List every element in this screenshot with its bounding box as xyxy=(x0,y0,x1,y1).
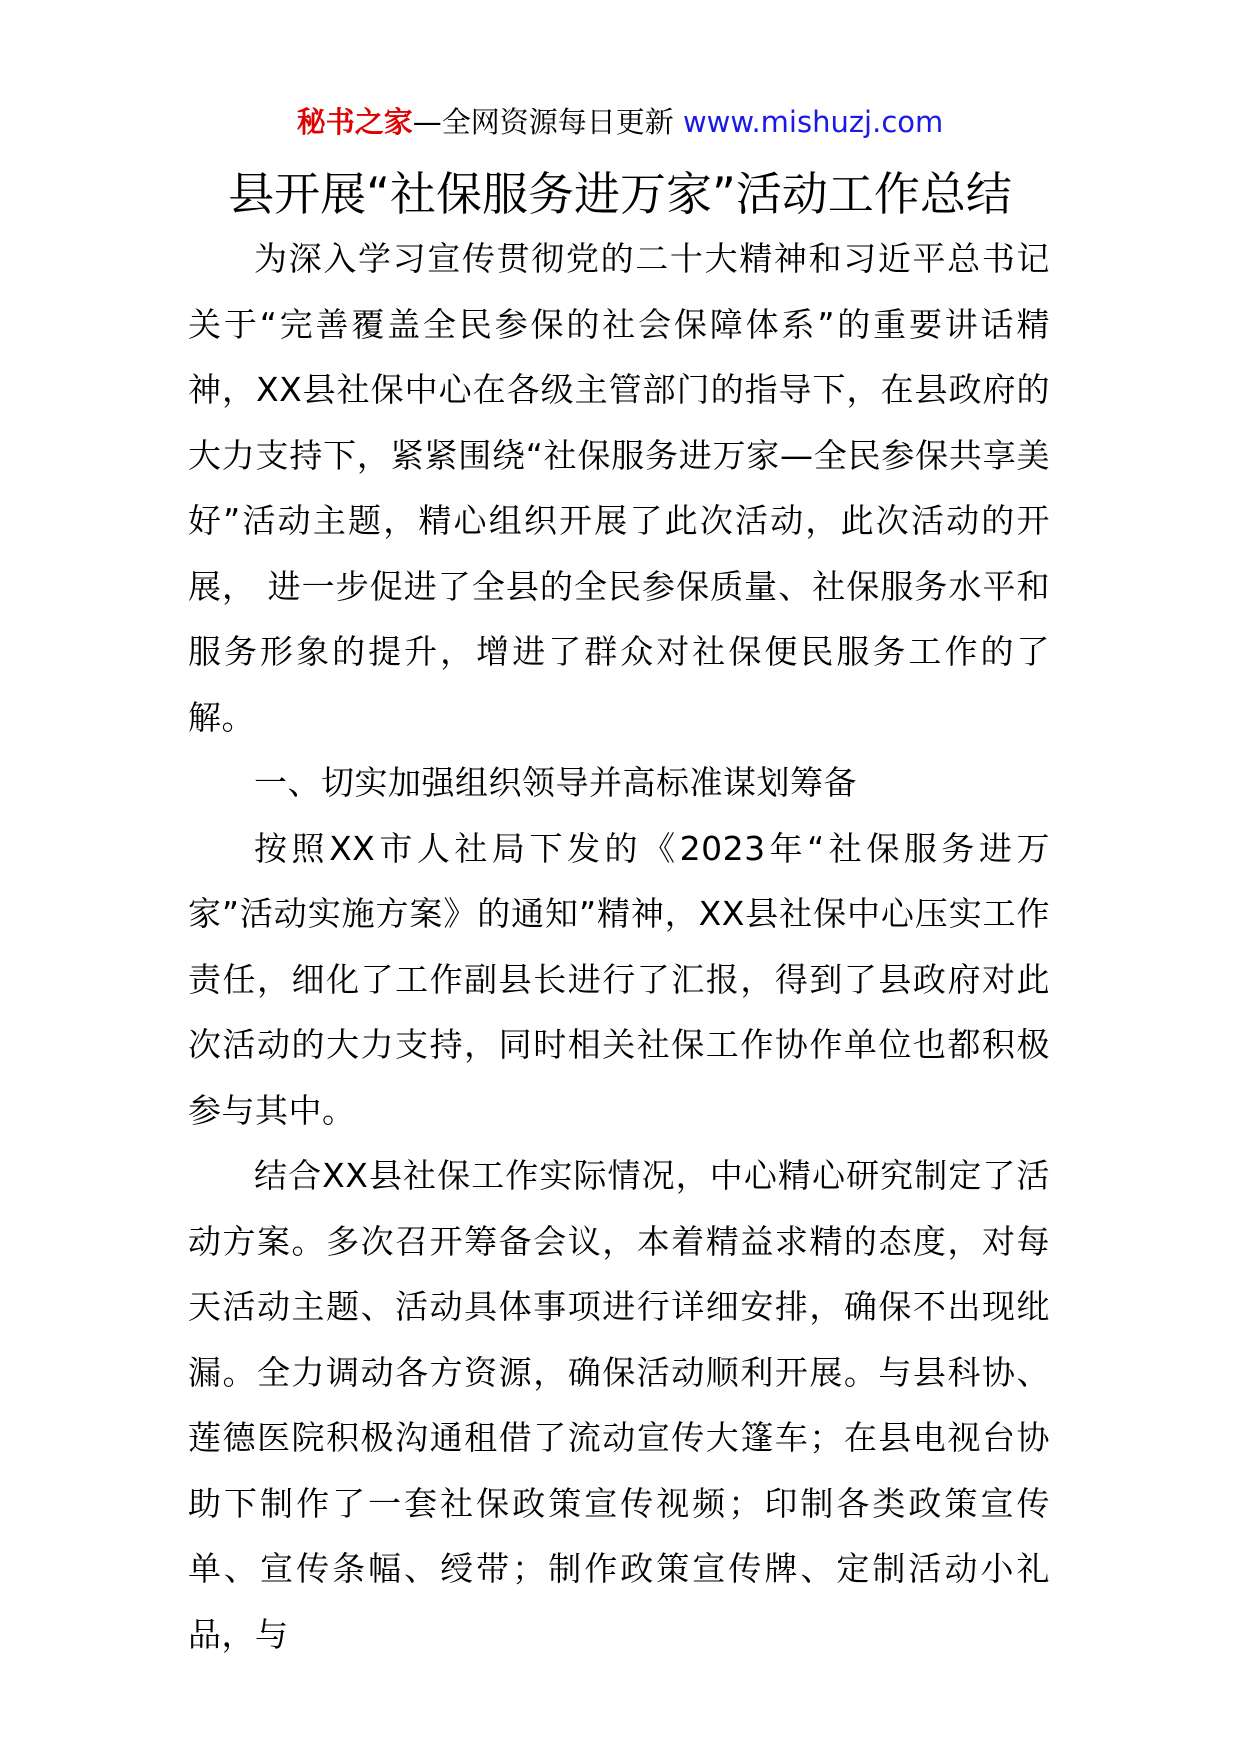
section-heading: 一、切实加强组织领导并高标准谋划筹备 xyxy=(254,763,857,802)
body-paragraph: 按照XX市人社局下发的《2023年“社保服务进万家”活动实施方案》的通知”精神，XX县社保中心压实工作责任，细化了工作副县长进行了汇报，得到了县政府对此次活动的大力支持，同时相关社保工作协作单位也都积极参与其中。 xyxy=(188,828,1050,1130)
site-url-link[interactable]: www.mishuzj.com xyxy=(682,105,944,139)
intro-paragraph: 为深入学习宣传贯彻党的二十大精神和习近平总书记关于“完善覆盖全民参保的社会保障体系”的重要讲话精神，XX县社保中心在各级主管部门的指导下，在县政府的大力支持下，紧紧围绕“社保服务进万家—全民参保共享美好”活动主题，精心组织开展了此次活动，此次活动的开展， 进一步促进了全县的全民参保质量、社保服务水平和服务形象的提升，增进了群众对社保便民服务工作的了解。 xyxy=(188,239,1050,737)
document-title: 县开展“社保服务进万家”活动工作总结 xyxy=(228,167,1012,221)
site-brand: 秘书之家 xyxy=(296,105,413,139)
site-header xyxy=(0,102,1240,142)
body-paragraph: 结合XX县社保工作实际情况，中心精心研究制定了活动方案。多次召开筹备会议，本着精益求精的态度，对每天活动主题、活动具体事项进行详细安排，确保不出现纰漏。全力调动各方资源，确保活动顺利开展。与县科协、莲德医院积极沟通租借了流动宣传大篷车；在县电视台协助下制作了一套社保政策宣传视频；印制各类政策宣传单、宣传条幅、绶带；制作政策宣传牌、定制活动小礼品，与 xyxy=(188,1156,1050,1654)
site-tagline: —全网资源每日更新 xyxy=(412,105,683,139)
document-body xyxy=(188,226,1050,1667)
